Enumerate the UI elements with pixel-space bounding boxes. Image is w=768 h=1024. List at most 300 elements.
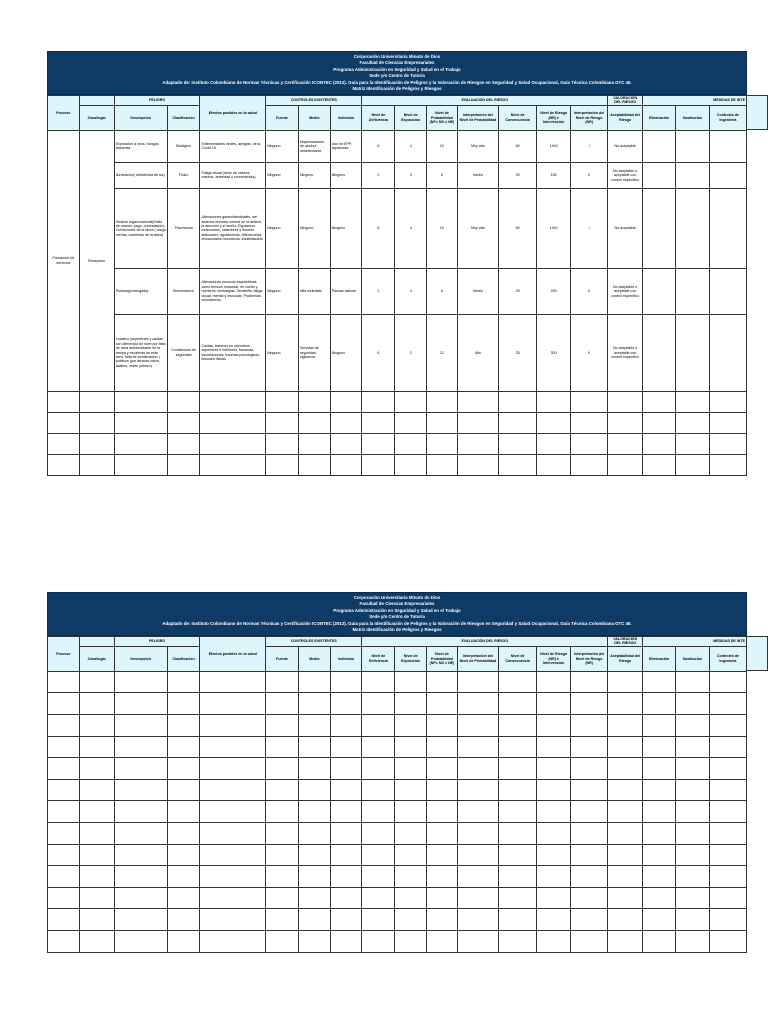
empty-cell xyxy=(571,930,608,952)
empty-row xyxy=(48,715,747,737)
table-row xyxy=(48,162,747,188)
empty-cell xyxy=(427,866,458,888)
nd-cell: 2 xyxy=(362,268,395,314)
empty-cell xyxy=(362,433,395,454)
empty-cell xyxy=(48,866,80,888)
np-cell: 24 xyxy=(427,130,458,162)
empty-cell xyxy=(675,779,709,801)
empty-cell xyxy=(266,822,299,844)
empty-cell xyxy=(330,844,362,866)
empty-cell xyxy=(266,758,299,780)
empty-cell xyxy=(427,391,458,412)
empty-cell xyxy=(499,433,537,454)
clasificacion-cell: Biológico xyxy=(167,130,200,162)
empty-cell xyxy=(48,693,80,715)
empty-cell xyxy=(266,391,299,412)
efectos-cell: Caídas, lesiones en miembros superiores e inferiores, fracturas, escoriaciones, traumas psicologicos, lesiones físicas xyxy=(200,314,266,391)
empty-cell xyxy=(395,391,427,412)
empty-row xyxy=(48,930,747,952)
empty-cell xyxy=(362,930,395,952)
empty-row xyxy=(48,671,747,693)
empty-cell xyxy=(608,412,643,433)
banner-line-faculty: Facultad de Ciencias Empresariales xyxy=(359,60,435,66)
empty-cell xyxy=(643,188,676,268)
interp-nr-cell: II xyxy=(571,268,608,314)
empty-row xyxy=(48,779,747,801)
empty-cell xyxy=(675,671,709,693)
empty-row xyxy=(48,866,747,888)
empty-cell xyxy=(362,801,395,823)
empty-cell xyxy=(79,822,114,844)
empty-cell xyxy=(643,693,676,715)
empty-cell xyxy=(298,412,330,433)
fuente-cell: Ninguno xyxy=(266,268,299,314)
empty-cell xyxy=(643,314,676,391)
empty-cell xyxy=(167,671,200,693)
clasificacion-cell: Condiciones de seguridad xyxy=(167,314,200,391)
sheet-1-banner xyxy=(47,51,747,95)
empty-cell xyxy=(643,671,676,693)
empty-cell xyxy=(537,909,571,931)
empty-cell xyxy=(362,822,395,844)
empty-cell xyxy=(200,887,266,909)
interp-np-cell: Muy alto xyxy=(457,188,498,268)
empty-cell xyxy=(643,715,676,737)
empty-cell xyxy=(114,412,167,433)
empty-cell xyxy=(709,822,746,844)
empty-cell xyxy=(362,866,395,888)
empty-cell xyxy=(608,909,643,931)
empty-cell xyxy=(298,801,330,823)
interp-nr-cell: II xyxy=(571,314,608,391)
empty-cell xyxy=(427,779,458,801)
header-overflow-2 xyxy=(747,636,768,671)
empty-cell xyxy=(114,454,167,475)
aceptabilidad-cell: No aceptable o aceptable con control específico xyxy=(608,314,643,391)
table-row xyxy=(48,314,747,391)
empty-cell xyxy=(675,736,709,758)
empty-cell xyxy=(427,930,458,952)
empty-cell xyxy=(48,758,80,780)
empty-cell xyxy=(114,887,167,909)
empty-cell xyxy=(427,693,458,715)
col-fuente: Fuente xyxy=(266,646,299,671)
empty-cell xyxy=(79,758,114,780)
group-medidas: MEDIDAS DE INTE xyxy=(643,637,747,647)
empty-cell xyxy=(167,736,200,758)
col-nc: Nivel de Consecuencia xyxy=(499,646,537,671)
empty-cell xyxy=(298,887,330,909)
empty-cell xyxy=(48,433,80,454)
empty-cell xyxy=(48,779,80,801)
empty-cell xyxy=(167,715,200,737)
empty-cell xyxy=(114,909,167,931)
empty-cell xyxy=(200,671,266,693)
empty-cell xyxy=(362,671,395,693)
ne-cell: 4 xyxy=(395,268,427,314)
empty-cell xyxy=(537,736,571,758)
empty-cell xyxy=(200,736,266,758)
empty-cell xyxy=(608,454,643,475)
empty-cell xyxy=(499,671,537,693)
empty-cell xyxy=(571,671,608,693)
empty-cell xyxy=(362,736,395,758)
empty-cell xyxy=(537,391,571,412)
empty-cell xyxy=(395,866,427,888)
empty-cell xyxy=(200,801,266,823)
empty-cell xyxy=(608,433,643,454)
table-row xyxy=(48,268,747,314)
empty-cell xyxy=(48,887,80,909)
empty-cell xyxy=(79,779,114,801)
empty-cell xyxy=(167,758,200,780)
col-interp-np: Interpretación del Nivel de Probabilidad xyxy=(457,646,498,671)
empty-cell xyxy=(266,844,299,866)
group-valoracion: VALORACIÓN DEL RIESGO xyxy=(608,637,643,647)
empty-cell xyxy=(266,736,299,758)
empty-cell xyxy=(362,844,395,866)
empty-cell xyxy=(427,433,458,454)
empty-cell xyxy=(709,433,746,454)
empty-cell xyxy=(427,822,458,844)
efectos-cell: Alteraciones gastrointestinales, del sistema nervioso central en la actitud, la atención y el sueño. Espasmos musculares, calambres y dolores articulares, agotamiento, Alteraciones emocionales monotonía, insatisfacción xyxy=(200,188,266,268)
col-nr: Nivel de Riesgo (NR) e Intervención xyxy=(537,105,571,130)
empty-cell xyxy=(499,758,537,780)
empty-cell xyxy=(643,801,676,823)
empty-cell xyxy=(457,454,498,475)
col-np: Nivel de Probabilidad (NP= ND x NE) xyxy=(427,646,458,671)
group-peligro: PELIGRO xyxy=(114,637,200,647)
empty-cell xyxy=(709,130,746,162)
empty-cell xyxy=(608,758,643,780)
empty-cell xyxy=(167,866,200,888)
empty-cell xyxy=(571,736,608,758)
empty-cell xyxy=(79,736,114,758)
empty-cell xyxy=(427,758,458,780)
header-overflow-1 xyxy=(747,95,768,130)
empty-cell xyxy=(608,887,643,909)
empty-cell xyxy=(330,412,362,433)
empty-cell xyxy=(114,844,167,866)
empty-cell xyxy=(608,715,643,737)
empty-row xyxy=(48,844,747,866)
np-cell: 24 xyxy=(427,188,458,268)
empty-cell xyxy=(200,412,266,433)
empty-cell xyxy=(298,844,330,866)
empty-cell xyxy=(330,736,362,758)
empty-row xyxy=(48,909,747,931)
empty-cell xyxy=(499,736,537,758)
empty-cell xyxy=(266,715,299,737)
empty-cell xyxy=(167,391,200,412)
descripcion-cell: Iluminación( deficiencia de luz) xyxy=(114,162,167,188)
interp-np-cell: Alto xyxy=(457,314,498,391)
col-np: Nivel de Probabilidad (NP= ND x NE) xyxy=(427,105,458,130)
empty-cell xyxy=(643,930,676,952)
empty-cell xyxy=(457,671,498,693)
empty-cell xyxy=(537,715,571,737)
empty-cell xyxy=(709,268,746,314)
empty-cell xyxy=(330,866,362,888)
interp-np-cell: Muy alto xyxy=(457,130,498,162)
empty-cell xyxy=(499,412,537,433)
individuo-cell: Pausas activas xyxy=(330,268,362,314)
col-eliminacion: Eliminación xyxy=(643,105,676,130)
empty-cell xyxy=(114,736,167,758)
medio-cell: Dispensadores de alcohol desinfectante xyxy=(298,130,330,162)
interp-nr-cell: II xyxy=(571,162,608,188)
nr-cell: 1440 xyxy=(537,188,571,268)
empty-cell xyxy=(537,844,571,866)
empty-cell xyxy=(643,162,676,188)
empty-cell xyxy=(709,930,746,952)
aceptabilidad-cell: No aceptable o aceptable con control específico xyxy=(608,162,643,188)
empty-cell xyxy=(675,887,709,909)
empty-cell xyxy=(298,736,330,758)
empty-cell xyxy=(537,758,571,780)
empty-row xyxy=(48,693,747,715)
descripcion-cell: Postura(prolongada) xyxy=(114,268,167,314)
col-proceso: Proceso xyxy=(48,96,80,131)
nd-cell: 2 xyxy=(362,162,395,188)
empty-cell xyxy=(362,758,395,780)
medio-cell: silla inclinable xyxy=(298,268,330,314)
empty-cell xyxy=(79,801,114,823)
banner-line-title: Matriz Identificación de Peligros y Riesgos xyxy=(352,627,442,633)
empty-cell xyxy=(709,715,746,737)
empty-cell xyxy=(427,454,458,475)
col-efectos: Efectos posibles en la salud xyxy=(200,96,266,131)
empty-cell xyxy=(114,758,167,780)
nr-cell: 150 xyxy=(537,162,571,188)
empty-cell xyxy=(643,391,676,412)
empty-row xyxy=(48,412,747,433)
empty-cell xyxy=(330,433,362,454)
empty-cell xyxy=(499,844,537,866)
empty-row xyxy=(48,822,747,844)
empty-cell xyxy=(499,779,537,801)
empty-cell xyxy=(709,671,746,693)
col-ne: Nivel de Exposición xyxy=(395,105,427,130)
empty-cell xyxy=(114,693,167,715)
empty-cell xyxy=(643,758,676,780)
empty-cell xyxy=(395,909,427,931)
empty-cell xyxy=(675,866,709,888)
empty-cell xyxy=(709,162,746,188)
empty-cell xyxy=(675,130,709,162)
empty-cell xyxy=(457,412,498,433)
empty-cell xyxy=(79,930,114,952)
empty-cell xyxy=(79,391,114,412)
empty-cell xyxy=(266,671,299,693)
empty-cell xyxy=(427,412,458,433)
empty-cell xyxy=(571,758,608,780)
clasificacion-cell: Físico xyxy=(167,162,200,188)
empty-cell xyxy=(48,909,80,931)
col-nd: Nivel de Deficiencia xyxy=(362,105,395,130)
empty-cell xyxy=(675,314,709,391)
col-descripcion: Descripción xyxy=(114,646,167,671)
nr-cell: 300 xyxy=(537,314,571,391)
empty-cell xyxy=(298,779,330,801)
col-ingenieria: Controles de Ingeniería xyxy=(709,105,746,130)
empty-cell xyxy=(608,671,643,693)
empty-cell xyxy=(709,391,746,412)
empty-cell xyxy=(298,866,330,888)
empty-cell xyxy=(395,779,427,801)
empty-cell xyxy=(266,930,299,952)
fuente-cell: Ninguno xyxy=(266,162,299,188)
empty-cell xyxy=(48,412,80,433)
empty-cell xyxy=(298,758,330,780)
risk-matrix-body-1 xyxy=(48,130,747,475)
aceptabilidad-cell: No aceptable o aceptable con control específico xyxy=(608,268,643,314)
sheet-2-banner xyxy=(47,592,747,636)
empty-cell xyxy=(643,454,676,475)
col-eliminacion: Eliminación xyxy=(643,646,676,671)
individuo-cell: Uso de EPP, tapabocas xyxy=(330,130,362,162)
empty-cell xyxy=(709,887,746,909)
empty-cell xyxy=(537,822,571,844)
descripcion-cell: Gestión organizacional(Estilo de mando, pago, contratación). Condiciones de la tarea ( carga mental, contenido de la tarea) xyxy=(114,188,167,268)
empty-cell xyxy=(79,887,114,909)
empty-cell xyxy=(709,758,746,780)
empty-cell xyxy=(298,671,330,693)
risk-matrix-body-2 xyxy=(48,671,747,952)
empty-cell xyxy=(48,671,80,693)
empty-cell xyxy=(499,801,537,823)
empty-cell xyxy=(709,693,746,715)
empty-cell xyxy=(298,822,330,844)
col-zona: Zona/lugar xyxy=(79,646,114,671)
empty-cell xyxy=(395,887,427,909)
empty-cell xyxy=(537,454,571,475)
empty-cell xyxy=(395,433,427,454)
empty-cell xyxy=(362,779,395,801)
empty-cell xyxy=(643,909,676,931)
descripcion-cell: Locativo (superficies y caídas con diferencia de nivel por falta de cinta antideslizante en la rampa y escaleras de esta área, falta de señalización ) públicos (por atracos,robos, asaltos, orden público) xyxy=(114,314,167,391)
nc-cell: 25 xyxy=(499,268,537,314)
zona-cell: Recepción xyxy=(79,130,114,391)
group-controles: CONTROLES EXISTENTES xyxy=(266,637,362,647)
empty-cell xyxy=(48,930,80,952)
col-individuo: Individuo xyxy=(330,105,362,130)
empty-cell xyxy=(537,671,571,693)
empty-cell xyxy=(499,887,537,909)
empty-cell xyxy=(571,779,608,801)
empty-cell xyxy=(79,412,114,433)
fuente-cell: Ninguno xyxy=(266,188,299,268)
empty-cell xyxy=(427,887,458,909)
empty-row xyxy=(48,887,747,909)
empty-cell xyxy=(537,412,571,433)
empty-cell xyxy=(709,736,746,758)
empty-cell xyxy=(457,779,498,801)
empty-cell xyxy=(298,391,330,412)
col-medio: Medio xyxy=(298,105,330,130)
empty-row xyxy=(48,736,747,758)
nd-cell: 6 xyxy=(362,188,395,268)
empty-cell xyxy=(266,909,299,931)
empty-cell xyxy=(499,822,537,844)
empty-cell xyxy=(608,844,643,866)
empty-cell xyxy=(330,758,362,780)
empty-cell xyxy=(200,454,266,475)
empty-cell xyxy=(200,844,266,866)
empty-cell xyxy=(79,433,114,454)
empty-cell xyxy=(571,866,608,888)
empty-cell xyxy=(571,391,608,412)
risk-matrix-table-2 xyxy=(47,636,747,953)
col-individuo: Individuo xyxy=(330,646,362,671)
empty-cell xyxy=(675,844,709,866)
empty-cell xyxy=(330,909,362,931)
empty-cell xyxy=(427,736,458,758)
empty-cell xyxy=(298,930,330,952)
empty-cell xyxy=(499,454,537,475)
empty-cell xyxy=(395,844,427,866)
empty-cell xyxy=(457,715,498,737)
empty-cell xyxy=(362,693,395,715)
empty-cell xyxy=(395,715,427,737)
empty-cell xyxy=(537,801,571,823)
interp-np-cell: medio xyxy=(457,162,498,188)
empty-cell xyxy=(200,866,266,888)
empty-cell xyxy=(643,130,676,162)
empty-cell xyxy=(266,412,299,433)
medio-cell: Ninguno xyxy=(298,188,330,268)
banner-line-sede: Sede y/o Centro de Tutoría xyxy=(369,73,425,79)
empty-cell xyxy=(675,758,709,780)
empty-cell xyxy=(79,909,114,931)
empty-cell xyxy=(709,801,746,823)
empty-cell xyxy=(266,801,299,823)
empty-cell xyxy=(675,822,709,844)
empty-cell xyxy=(330,671,362,693)
banner-line-university: Corporación Universitaria Minuto de Dios xyxy=(353,54,441,59)
empty-cell xyxy=(167,909,200,931)
clasificacion-cell: Biomecánico xyxy=(167,268,200,314)
empty-cell xyxy=(266,866,299,888)
empty-cell xyxy=(643,433,676,454)
banner-line-sede: Sede y/o Centro de Tutoría xyxy=(369,614,425,620)
empty-cell xyxy=(571,844,608,866)
empty-cell xyxy=(643,866,676,888)
empty-cell xyxy=(48,736,80,758)
proceso-cell: Prestación de servicios xyxy=(48,130,80,391)
empty-cell xyxy=(266,887,299,909)
col-sustitucion: Sustitución xyxy=(675,105,709,130)
nc-cell: 25 xyxy=(499,162,537,188)
empty-cell xyxy=(499,930,537,952)
empty-cell xyxy=(675,188,709,268)
col-interp-nr: Interpretación del Nivel de Riesgo (NR) xyxy=(571,646,608,671)
empty-cell xyxy=(395,801,427,823)
group-medidas: MEDIDAS DE INTE xyxy=(643,96,747,106)
empty-row xyxy=(48,433,747,454)
ne-cell: 4 xyxy=(395,130,427,162)
ne-cell: 2 xyxy=(395,314,427,391)
risk-matrix-table-1 xyxy=(47,95,747,476)
nd-cell: 6 xyxy=(362,130,395,162)
interp-nr-cell: I xyxy=(571,188,608,268)
empty-cell xyxy=(298,909,330,931)
empty-cell xyxy=(167,454,200,475)
empty-cell xyxy=(608,779,643,801)
col-clasificacion: Clasificación xyxy=(167,105,200,130)
interp-np-cell: Medio xyxy=(457,268,498,314)
empty-cell xyxy=(675,693,709,715)
